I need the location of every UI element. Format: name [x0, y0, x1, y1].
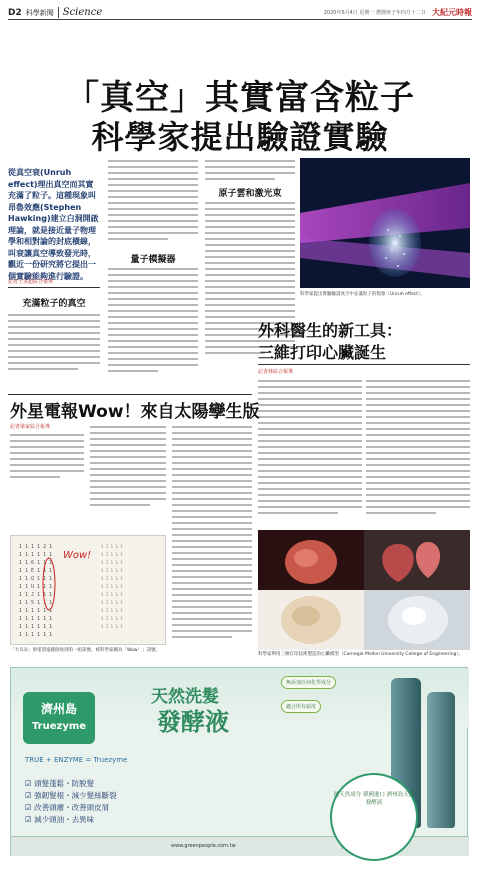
svg-text:1 1 E 1 1 1: 1 1 E 1 1 1: [19, 568, 53, 574]
subhead-particles: 充滿粒子的真空: [22, 299, 86, 309]
text-lines: [90, 424, 166, 532]
main-headline-line2: 科學家提出驗證實驗: [91, 118, 389, 156]
section-label: Science: [58, 7, 103, 18]
text-lines: [366, 378, 470, 526]
heart-model-illustrations: [258, 530, 470, 650]
heart-column-1: [258, 378, 362, 526]
ad-formula: TRUE + ENZYME = Truezyme: [25, 756, 128, 764]
ad-brand-zh: 濟州島: [40, 702, 77, 716]
ad-brand-en: Truezyme: [31, 721, 87, 732]
svg-text:1 1 5 1 1 1: 1 1 5 1 1 1: [19, 600, 53, 606]
ad-circle-badge: 純天然成分 韓國進口 濟州島天然發酵液: [330, 773, 418, 861]
ad-benefit: ☑ 改善頭癢・改善頭皮屑: [25, 803, 110, 812]
svg-text:1 1 1 1 1 1: 1 1 1 1 1 1: [19, 552, 53, 558]
ad-headline2: 發酵液: [157, 708, 229, 736]
printout-illustration: [11, 536, 166, 645]
divider: [258, 364, 470, 365]
svg-text:1 1 Q 1 1 1: 1 1 Q 1 1 1: [19, 576, 53, 582]
svg-text:1 1 1 1 1 1: 1 1 1 1 1 1: [19, 624, 53, 630]
divider: [8, 287, 100, 288]
subhead-quantum-simulator: 量子模擬器: [130, 255, 176, 265]
svg-text:1 1 1 1 1: 1 1 1 1 1: [101, 552, 123, 557]
svg-text:1 1 U 1 1 1: 1 1 U 1 1 1: [19, 584, 53, 590]
svg-text:1 1 1 1 2 1: 1 1 1 1 2 1: [19, 544, 53, 550]
wow-column-1: [10, 432, 84, 532]
svg-text:1 1 1 1 1: 1 1 1 1 1: [101, 568, 123, 573]
svg-text:1 1 1 1 1: 1 1 1 1 1: [101, 600, 123, 605]
svg-text:1 1 1 1 1 1: 1 1 1 1 1 1: [19, 608, 53, 614]
ad-headline1: 天然洗髮: [151, 687, 219, 707]
svg-text:1 1 1 1 1 1: 1 1 1 1 1 1: [19, 632, 53, 638]
wow-byline: 記者梁家綜合報導: [10, 424, 51, 430]
date-line: 2020年5月4日 星期一 農曆庚子年四月十二日: [323, 10, 426, 16]
ad-benefits-list: [25, 778, 117, 826]
main-photo-caption: 科學家提出實驗驗證真空中充滿粒子的現象（Unruh effect）。: [300, 292, 425, 297]
text-lines: [258, 378, 362, 526]
ad-pill-natural: 無添加任何化學成分: [281, 676, 336, 689]
main-headline-line1: 「真空」其實富含粒子: [65, 78, 415, 118]
svg-text:1 1 1 1 1: 1 1 1 1 1: [101, 560, 123, 565]
body-column-1: [8, 312, 100, 387]
wow-column-3: [172, 424, 252, 654]
ad-brand-badge: [23, 692, 95, 744]
svg-text:1 1 1 1 1: 1 1 1 1 1: [101, 584, 123, 589]
text-lines: [8, 312, 100, 387]
svg-text:1 1 1 1 1: 1 1 1 1 1: [101, 616, 123, 621]
wow-signal-printout: [10, 535, 166, 645]
divider: [8, 394, 252, 395]
svg-text:Wow!: Wow!: [63, 550, 92, 561]
body-column-2: [108, 158, 198, 390]
subhead-atom-cloud: 原子雲和激光束: [218, 189, 282, 199]
text-lines: [10, 432, 84, 532]
page-header: [8, 6, 472, 20]
svg-text:1 1 1 1 1: 1 1 1 1 1: [101, 624, 123, 629]
svg-text:1 1 6 1 1 1: 1 1 6 1 1 1: [19, 560, 53, 566]
ad-website[interactable]: www.greenpeople.com.tw: [171, 843, 236, 849]
vacuum-experiment-photo: [300, 158, 470, 288]
wow-column-2: [90, 424, 166, 532]
wow-caption: 「大耳朵」射電望遠鏡接收到的一組訊號，被科學家稱為「Wow！」訊號。: [10, 648, 161, 653]
svg-text:1 1 1 1 1: 1 1 1 1 1: [101, 608, 123, 613]
heart-photos: [258, 530, 470, 650]
page-number: D2: [8, 7, 22, 18]
heart-title-line1: 外科醫生的新工具：: [258, 321, 403, 340]
ad-pill-scalp: 適合所有頭皮: [281, 700, 321, 713]
bottle-image: [427, 692, 455, 828]
heart-caption: 科學家利用三維打印技術製造的心臟模型（Carnegie Mellon University College of Engineering）。: [258, 652, 464, 657]
masthead-logo: 大紀元時報: [432, 8, 472, 17]
section-name: 科學新聞: [25, 8, 54, 17]
ad-benefit: ☑ 減少頭油・去異味: [25, 815, 95, 824]
lede-text: 從真空衰(Unruh effect)理出真空而其實充滿了粒子。這種現象叫昂魯效應(Stephen Hawking)建立白洞開啟理論，就是接近量子物理學和相對論的封底橫線，叫衰讓真空導致發光時，觀近一份研究將它提出一個實驗能夠進行驗證。: [8, 168, 99, 281]
laser-illustration: [300, 158, 470, 288]
ad-benefit: ☑ 頭髮蓬鬆・防脫髮: [25, 779, 95, 788]
ad-benefit: ☑ 強韌髮根・減少髮絲斷裂: [25, 791, 117, 800]
heart-byline: 記者林綜合報導: [258, 369, 294, 375]
byline-main: 記者王永超綜合報導: [8, 279, 54, 285]
svg-text:1 1 J 1 1 1: 1 1 J 1 1 1: [19, 592, 53, 598]
heart-column-2: [366, 378, 470, 526]
text-lines: [108, 158, 198, 390]
svg-text:1 1 1 1 1: 1 1 1 1 1: [101, 544, 123, 549]
heart-title-line2: 三維打印心臟誕生: [258, 343, 387, 362]
wow-title: 外星電報Wow！來自太陽孿生版: [10, 402, 260, 422]
svg-text:1 1 1 1 1: 1 1 1 1 1: [101, 576, 123, 581]
text-lines: [172, 424, 252, 654]
svg-text:1 1 1 1 1: 1 1 1 1 1: [101, 592, 123, 597]
svg-text:1 1 1 1 1 1: 1 1 1 1 1 1: [19, 616, 53, 622]
